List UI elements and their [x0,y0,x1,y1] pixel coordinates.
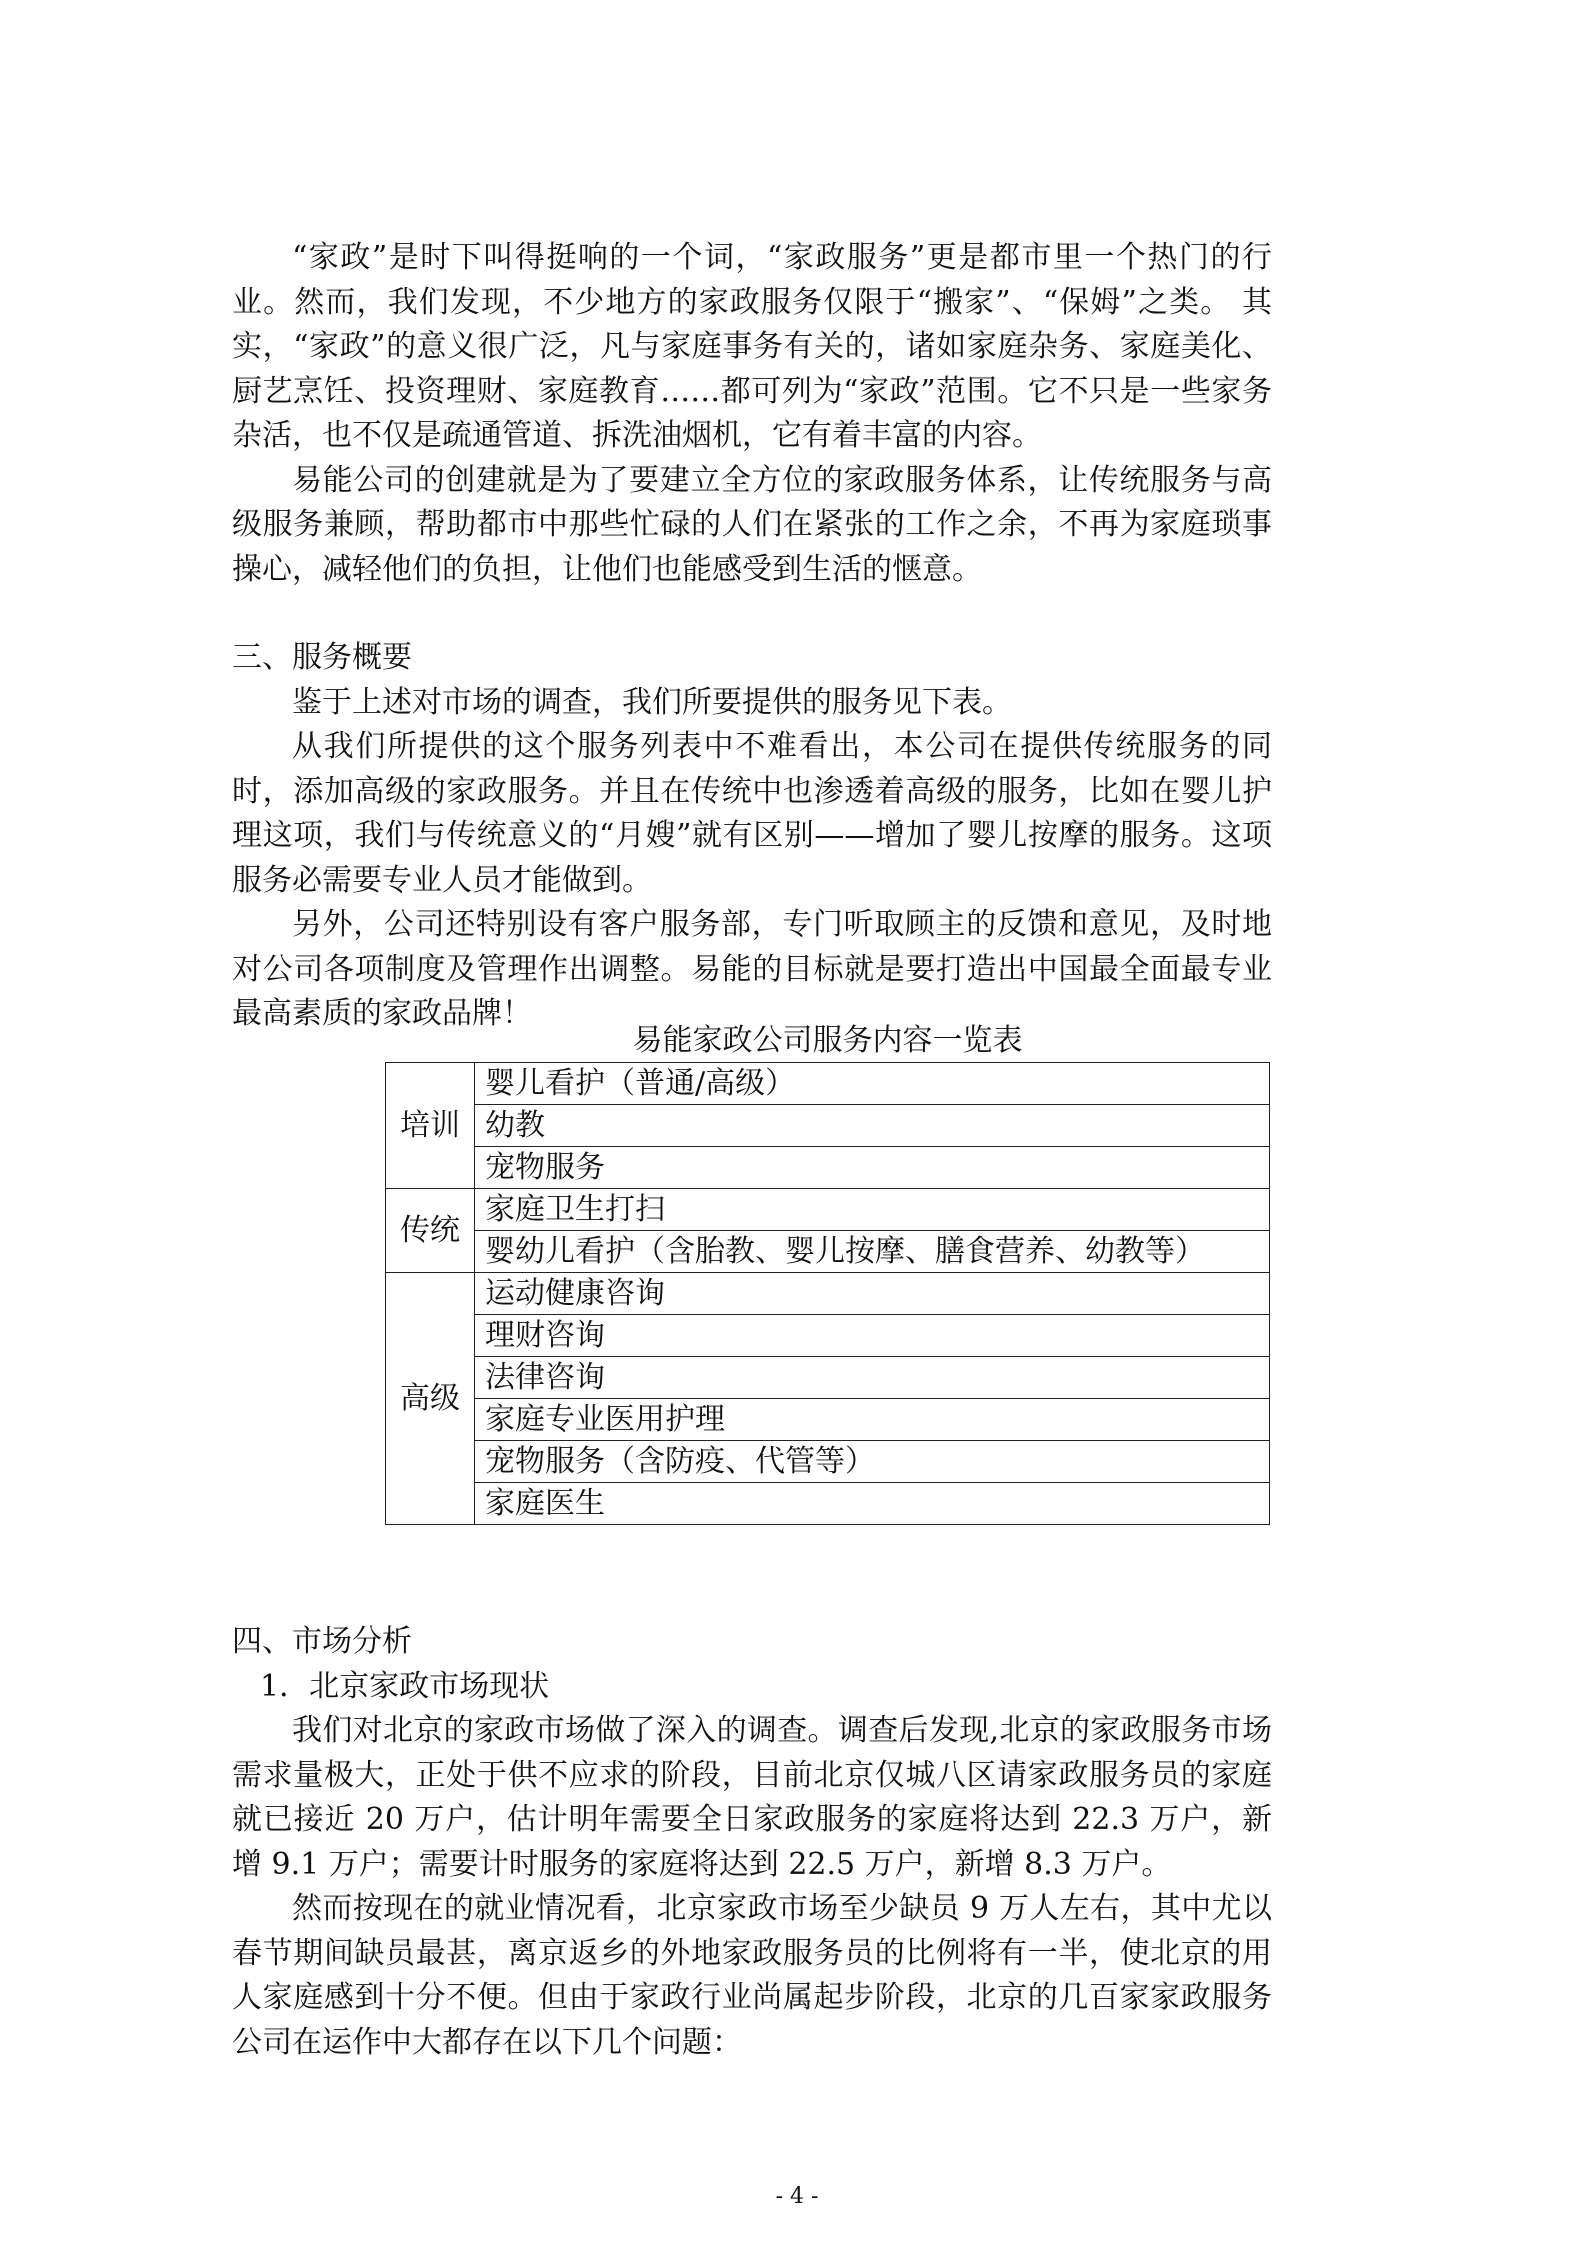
section-3-paragraph-1: 鉴于上述对市场的调查，我们所要提供的服务见下表。 [292,684,1012,720]
section-3-paragraph-3: 另外，公司还特别设有客户服务部，专门听取顾主的反馈和意见，及时地对公司各项制度及管理作出调整。易能的目标就是要打造出中国最全面最专业最高素质的家政品牌！ [232,907,1272,1031]
intro-paragraph-2: 易能公司的创建就是为了要建立全方位的家政服务体系，让传统服务与高级服务兼顾，帮助都市中那些忙碌的人们在紧张的工作之余，不再为家庭琐事操心，减轻他们的负担，让他们也能感受到生活的惬意。 [232,462,1272,587]
service-cell: 运动健康咨询 [475,1273,1270,1315]
service-cell: 家庭卫生打扫 [475,1189,1270,1231]
service-cell: 宠物服务（含防疫、代管等） [475,1441,1270,1483]
table-row [386,1441,1270,1483]
section-4-paragraph-1: 我们对北京的家政市场做了深入的调查。调查后发现,北京的家政服务市场需求量极大，正处于供不应求的阶段，目前北京仅城八区请家政服务员的家庭就已接近 20 万户，估计明年需要全日家政服务的家庭将达到 22.3 万户，新增 9.1 万户；需要计时服务的家庭将达到 22.5 万户，新增 8.3 万户。 [232,1713,1272,1882]
section-3-heading: 三、服务概要 [232,640,412,675]
service-cell: 家庭专业医用护理 [475,1399,1270,1441]
page-number: - 4 - [775,2184,819,2209]
category-cell: 传统 [386,1189,475,1273]
table-row [386,1273,1270,1315]
service-table [385,1062,1270,1525]
service-cell: 家庭医生 [475,1483,1270,1525]
section-4-heading: 四、市场分析 [232,1624,412,1659]
category-cell: 高级 [386,1273,475,1525]
section-4-paragraph-2: 然而按现在的就业情况看，北京家政市场至少缺员 9 万人左右，其中尤以春节期间缺员最甚，离京返乡的外地家政服务员的比例将有一半，使北京的用人家庭感到十分不便。但由于家政行业尚属起步阶段，北京的几百家家政服务公司在运作中大都存在以下几个问题： [232,1891,1272,2060]
table-row [386,1483,1270,1525]
table-row [386,1147,1270,1189]
section-3-paragraph-2: 从我们所提供的这个服务列表中不难看出，本公司在提供传统服务的同时，添加高级的家政服务。并且在传统中也渗透着高级的服务，比如在婴儿护理这项，我们与传统意义的“月嫂”就有区别——增加了婴儿按摩的服务。这项服务必需要专业人员才能做到。 [232,729,1272,898]
category-cell: 培训 [386,1063,475,1189]
market-analysis-section [232,1620,1272,2065]
service-cell: 婴儿看护（普通/高级） [475,1063,1270,1105]
table-row [386,1357,1270,1399]
service-cell: 法律咨询 [475,1357,1270,1399]
service-cell: 理财咨询 [475,1315,1270,1357]
service-table-block [385,1020,1270,1525]
service-cell: 婴幼儿看护（含胎教、婴儿按摩、膳食营养、幼教等） [475,1231,1270,1273]
table-row [386,1231,1270,1273]
service-cell: 宠物服务 [475,1147,1270,1189]
service-cell: 幼教 [475,1105,1270,1147]
table-row [386,1189,1270,1231]
table-row [386,1399,1270,1441]
table-row [386,1315,1270,1357]
intro-paragraph-1: “家政”是时下叫得挺响的一个词，“家政服务”更是都市里一个热门的行业。然而，我们发现，不少地方的家政服务仅限于“搬家”、“保姆”之类。 其实，“家政”的意义很广泛，凡与家庭事务有关的，诸如家庭杂务、家庭美化、厨艺烹饪、投资理财、家庭教育……都可列为“家政”范围。它不只是一些家务杂活，也不仅是疏通管道、拆洗油烟机，它有着丰富的内容。 [232,240,1272,453]
table-row [386,1063,1270,1105]
section-4-subheading: 1．北京家政市场现状 [260,1668,550,1704]
table-row [386,1105,1270,1147]
document-body [232,236,1272,1037]
table-caption: 易能家政公司服务内容一览表 [632,1023,1023,1058]
